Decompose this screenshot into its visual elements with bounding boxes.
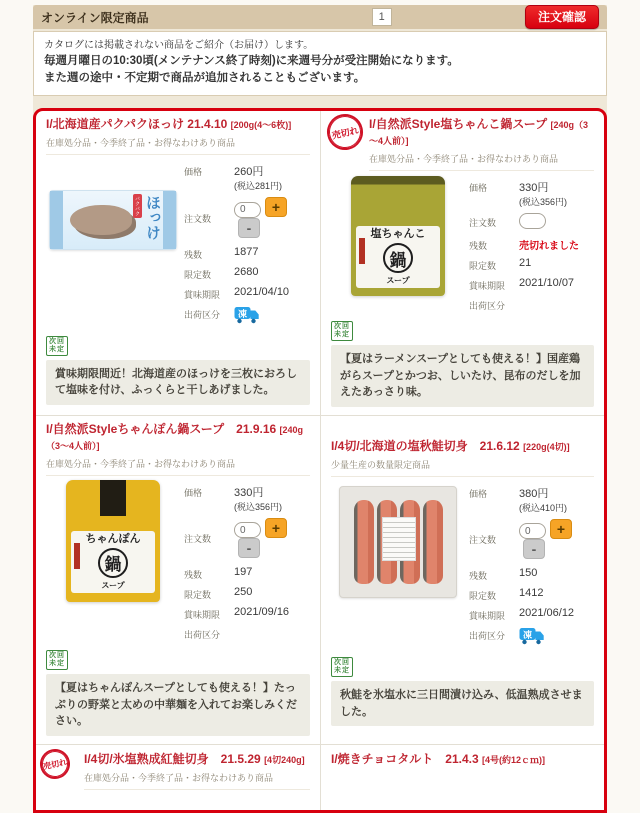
expiry-value: 2021/06/12 <box>519 607 575 619</box>
product-title-text: I/自然派Styleちゃんぽん鍋スープ 21.9.16 <box>46 421 277 436</box>
soldout-text: 売切れました <box>519 241 579 252</box>
soldout-stamp: 売切れ <box>37 746 73 782</box>
price-tax: (税込356円) <box>234 501 283 512</box>
limited-value: 21 <box>519 257 532 269</box>
product-title <box>331 439 594 455</box>
product-row-3 <box>36 745 604 810</box>
limited-value: 2680 <box>234 265 259 278</box>
product-size: [4号(約12ｃｍ)] <box>482 754 546 765</box>
price-value: 330円 <box>234 486 264 499</box>
salmon-package-image <box>339 486 457 598</box>
quantity-input[interactable] <box>234 522 261 538</box>
product-size: [220g(4切)] <box>523 441 570 452</box>
expiry-label: 賞味期限 <box>469 281 506 291</box>
product-subtitle: 在庫処分品・今季終了品・お得なわけあり商品 <box>84 771 310 790</box>
package-brand-text: パクパク <box>134 196 140 216</box>
next-time-badge: 次回 未定 <box>331 321 353 341</box>
product-size: [240g（3～4人前）] <box>369 120 589 146</box>
expiry-value: 2021/10/07 <box>519 277 575 289</box>
product-card-hokke <box>36 111 320 415</box>
price-label: 価格 <box>469 488 488 499</box>
product-row-1 <box>36 111 604 416</box>
shipping-label: 出荷区分 <box>184 309 221 320</box>
quantity-input[interactable] <box>519 523 546 539</box>
qty-plus-button[interactable]: + <box>550 519 572 539</box>
product-title-text: I/焼きチョコタルト 21.4.3 <box>331 751 479 766</box>
expiry-label: 賞味期限 <box>184 289 221 300</box>
spec-table <box>465 175 594 317</box>
frozen-truck-icon <box>519 627 545 648</box>
qty-plus-button[interactable]: + <box>265 197 287 217</box>
order-confirm-button[interactable]: 注文確認 <box>525 5 599 29</box>
qty-minus-button[interactable]: - <box>523 539 545 559</box>
product-image <box>331 481 465 603</box>
price-tax: (税込410円) <box>519 502 568 513</box>
next-time-badge: 次回 未定 <box>46 650 68 670</box>
product-card-shio-chanko <box>320 111 604 415</box>
product-title <box>84 752 310 768</box>
remaining-label: 残数 <box>469 241 488 251</box>
product-image <box>331 175 465 297</box>
qty-label: 注文数 <box>469 535 497 546</box>
soldout-stamp: 売切れ <box>324 111 367 154</box>
expiry-value: 2021/09/16 <box>234 606 290 618</box>
page-number-indicator[interactable]: 1 <box>372 8 392 26</box>
nabe-pot-mark: 鍋 <box>383 243 413 273</box>
product-title <box>331 752 594 768</box>
limited-label: 限定数 <box>184 269 212 280</box>
quantity-input[interactable] <box>234 202 261 218</box>
product-image <box>46 480 180 602</box>
champon-pouch-image: ちゃんぽん 鍋 スープ <box>66 480 160 602</box>
product-image <box>46 159 180 281</box>
price-label: 価格 <box>184 487 203 498</box>
fish-illustration <box>70 205 132 235</box>
product-title-text: I/自然派Style塩ちゃんこ鍋スープ <box>369 117 548 131</box>
product-subtitle: 在庫処分品・今季終了品・お得なわけあり商品 <box>46 457 310 476</box>
product-row-2 <box>36 416 604 745</box>
shipping-label: 出荷区分 <box>469 631 506 641</box>
limited-value: 250 <box>234 586 253 598</box>
limited-label: 限定数 <box>469 261 497 271</box>
product-title <box>46 117 310 133</box>
remaining-label: 残数 <box>184 249 203 260</box>
product-card-champon <box>36 416 320 744</box>
spec-table <box>180 159 310 332</box>
quantity-input[interactable] <box>519 213 546 229</box>
product-subtitle: 少量生産の数量限定商品 <box>331 458 594 477</box>
next-time-badge: 次回 未定 <box>46 336 68 356</box>
product-description: 賞味期限間近！北海道産のほっけを三枚におろして塩味を付け、ふっくらと干しあげました。 <box>46 360 310 405</box>
notice-line-3: また週の途中・不定期で商品が追加されることもございます。 <box>44 72 366 84</box>
next-time-badge: 次回 未定 <box>331 657 353 677</box>
product-subtitle: 在庫処分品・今季終了品・お得なわけあり商品 <box>369 152 594 171</box>
price-tax: (税込281円) <box>234 181 283 191</box>
limited-value: 1412 <box>519 587 544 599</box>
product-card-salmon <box>320 416 604 744</box>
expiry-label: 賞味期限 <box>184 610 221 620</box>
limited-label: 限定数 <box>184 590 212 600</box>
product-size: [4切240g] <box>264 754 305 765</box>
price-label: 価格 <box>184 167 203 177</box>
product-size: [240g（3～4人前）] <box>46 424 304 451</box>
product-title <box>369 117 594 149</box>
svg-text:凍: 凍 <box>237 308 248 319</box>
top-bar <box>33 5 607 29</box>
qty-plus-button[interactable]: + <box>265 518 287 538</box>
product-card-choco-tart-preview <box>320 745 604 810</box>
page-title: オンライン限定商品 <box>41 10 149 25</box>
product-subtitle: 在庫処分品・今季終了品・お得なわけあり商品 <box>46 136 310 155</box>
expiry-value: 2021/04/10 <box>234 285 290 298</box>
qty-minus-button[interactable]: - <box>238 218 260 238</box>
frozen-truck-icon <box>234 306 260 327</box>
product-card-benisake-preview <box>36 745 320 810</box>
product-title <box>46 422 310 454</box>
product-size: [200g(4～6枚)] <box>230 120 292 130</box>
product-description: 【夏はラーメンスープとしても使える！】国産鶏がらスープとかつお、しいたけ、昆布のだしを加えたあっさり味。 <box>331 345 594 407</box>
product-title-text: I/4切/氷塩熟成紅鮭切身 21.5.29 <box>84 751 261 766</box>
qty-minus-button[interactable]: - <box>238 538 260 558</box>
remaining-value: 150 <box>519 567 538 579</box>
product-title-text: I/北海道産パクパクほっけ 21.4.10 <box>46 117 228 131</box>
qty-label: 注文数 <box>469 217 497 228</box>
package-label <box>382 517 416 561</box>
remaining-value: 1877 <box>234 245 259 258</box>
shio-chanko-pouch-image: 塩ちゃんこ 鍋 スープ <box>351 176 445 296</box>
notice-box <box>33 31 607 96</box>
product-description: 秋鮭を氷塩水に三日間漬け込み、低温熟成させました。 <box>331 681 594 726</box>
qty-label: 注文数 <box>184 534 212 545</box>
svg-text:凍: 凍 <box>522 630 533 640</box>
product-grid <box>33 108 607 813</box>
shipping-label: 出荷区分 <box>469 301 506 311</box>
price-value: 380円 <box>519 487 549 500</box>
catalog-page <box>33 5 607 813</box>
limited-label: 限定数 <box>469 591 497 601</box>
notice-line-1: カタログには掲載されない商品をご紹介（お届け）します。 <box>44 40 314 51</box>
notice-line-2: 毎週月曜日の10:30頃(メンテナンス終了時刻)に来週号分が受注開始になります。 <box>44 55 459 67</box>
product-description: 【夏はちゃんぽんスープとしても使える！】たっぷりの野菜と太めの中華麺を入れてお楽しみください。 <box>46 674 310 736</box>
product-title-text: I/4切/北海道の塩秋鮭切身 21.6.12 <box>331 438 520 453</box>
remaining-value: 197 <box>234 566 253 578</box>
price-value: 260円 <box>234 166 264 178</box>
package-name-text: ほっけ <box>144 195 161 240</box>
spec-table <box>180 480 310 647</box>
remaining-label: 残数 <box>469 571 488 581</box>
price-label: 価格 <box>469 183 488 193</box>
hokke-package-image <box>49 190 177 250</box>
remaining-label: 残数 <box>184 570 203 580</box>
shipping-label: 出荷区分 <box>184 630 221 640</box>
nabe-pot-mark: 鍋 <box>98 548 128 578</box>
expiry-label: 賞味期限 <box>469 611 506 621</box>
spec-table <box>465 481 594 654</box>
price-tax: (税込356円) <box>519 197 568 207</box>
price-value: 330円 <box>519 182 549 194</box>
qty-label: 注文数 <box>184 213 212 224</box>
